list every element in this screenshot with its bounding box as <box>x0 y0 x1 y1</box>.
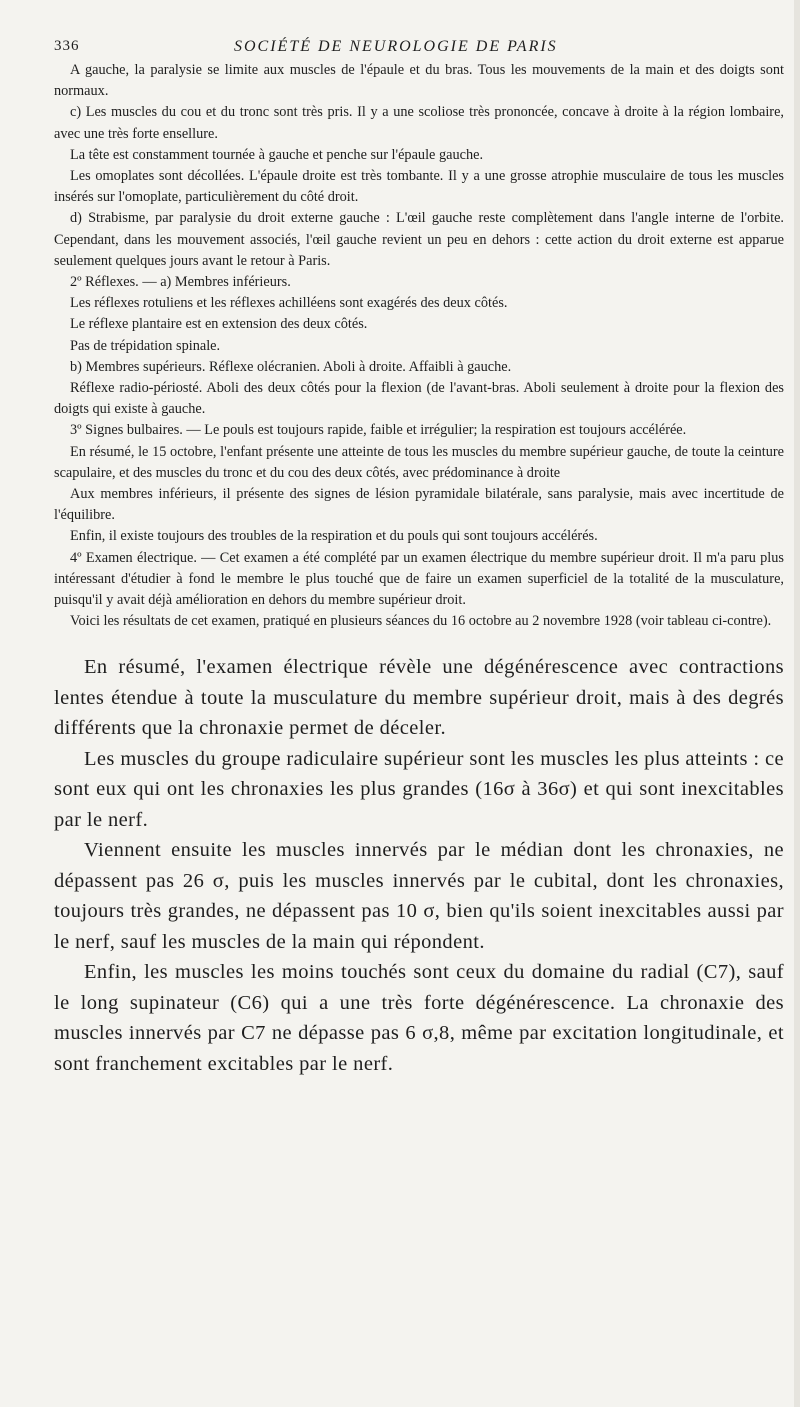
paragraph: Le réflexe plantaire est en extension des deux côtés. <box>70 316 368 333</box>
summary-paragraph: Les muscles du groupe radiculaire supérieur sont les muscles les plus atteints : ce sont eux qui ont les chronaxies les plus grandes (16σ à 36σ) et qui sont inexcitables par le nerf. <box>54 747 784 831</box>
summary-paragraph: Viennent ensuite les muscles innervés par le médian dont les chronaxies, ne dépassent pas 26 σ, puis les muscles innervés par le cubital, dont les chronaxies, toujours très grandes, ne dépassent pas 10 σ, bien qu'ils soient inexcitables aussi par le nerf, sauf les muscles de la main qui répondent. <box>54 839 784 953</box>
page-number: 336 <box>54 38 80 54</box>
paragraph: En résumé, le 15 octobre, l'enfant présente une atteinte de tous les muscles du membre supérieur gauche, de toute la ceinture scapulaire, et des muscles du tronc et du cou des deux côtés, avec prédominance à droite <box>54 443 784 481</box>
paragraph: c) Les muscles du cou et du tronc sont très pris. Il y a une scoliose très prononcée, concave à droite à la région lombaire, avec une très forte ensellure. <box>54 104 784 142</box>
case-report-section <box>54 60 784 632</box>
page-header <box>54 30 784 60</box>
paragraph: Réflexe radio-périosté. Aboli des deux côtés pour la flexion (de l'avant-bras. Aboli seulement à droite pour la flexion des doigts qui existe à gauche. <box>54 380 784 418</box>
paragraph: Enfin, il existe toujours des troubles de la respiration et du pouls qui sont toujours accélérés. <box>70 528 598 545</box>
paragraph: d) Strabisme, par paralysie du droit externe gauche : L'œil gauche reste complètement dans l'angle interne de l'orbite. Cependant, dans les mouvement associés, l'œil gauche revient un peu en dehors : cette action du droit externe est apparue seulement quelques jours avant le retour à Paris. <box>54 210 784 269</box>
paragraph: Les omoplates sont décollées. L'épaule droite est très tombante. Il y a une grosse atrophie musculaire de tous les muscles insérés sur l'omoplate, particulièrement du côté droit. <box>54 168 784 206</box>
paragraph: Les réflexes rotuliens et les réflexes achilléens sont exagérés des deux côtés. <box>70 295 508 312</box>
summary-paragraph: En résumé, l'examen électrique révèle une dégénérescence avec contractions lentes étendue à toute la musculature du membre supérieur droit, mais à des degrés différents que la chronaxie permet de déceler. <box>54 656 784 740</box>
paragraph: b) Membres supérieurs. Réflexe olécranien. Aboli à droite. Affaibli à gauche. <box>70 358 512 375</box>
paragraph: Voici les résultats de cet examen, pratiqué en plusieurs séances du 16 octobre au 2 novembre 1928 (voir tableau ci-contre). <box>70 613 772 630</box>
paragraph: 3º Signes bulbaires. — Le pouls est toujours rapide, faible et irrégulier; la respiration est toujours accélérée. <box>70 422 687 439</box>
paragraph: A gauche, la paralysie se limite aux muscles de l'épaule et du bras. Tous les mouvements de la main et des doigts sont normaux. <box>54 62 784 100</box>
paragraph: 4º Examen électrique. — Cet examen a été complété par un examen électrique du membre supérieur droit. Il m'a paru plus intéressant d'étudier à fond le membre le plus touché que de faire un examen superficiel de la totalité de la musculature, puisqu'il y avait déjà amélioration en dehors du membre supérieur droit. <box>54 549 784 609</box>
paragraph: La tête est constamment tournée à gauche et penche sur l'épaule gauche. <box>70 146 484 163</box>
summary-section <box>54 652 784 1079</box>
paragraph: 2º Réflexes. — a) Membres inférieurs. <box>70 274 291 291</box>
document-page <box>54 30 784 1079</box>
summary-paragraph: Enfin, les muscles les moins touchés sont ceux du domaine du radial (C7), sauf le long supinateur (C6) qui a une très forte dégénérescence. La chronaxie des muscles innervés par C7 ne dépasse pas 6 σ,8, même par excitation longitudinale, et sont franchement excitables par le nerf. <box>54 961 784 1075</box>
paragraph: Pas de trépidation spinale. <box>70 337 221 354</box>
paragraph: Aux membres inférieurs, il présente des signes de lésion pyramidale bilatérale, sans paralysie, mais avec incertitude de l'équilibre. <box>54 486 784 524</box>
scan-edge <box>794 0 800 1407</box>
running-title: SOCIÉTÉ DE NEUROLOGIE DE PARIS <box>234 38 558 55</box>
